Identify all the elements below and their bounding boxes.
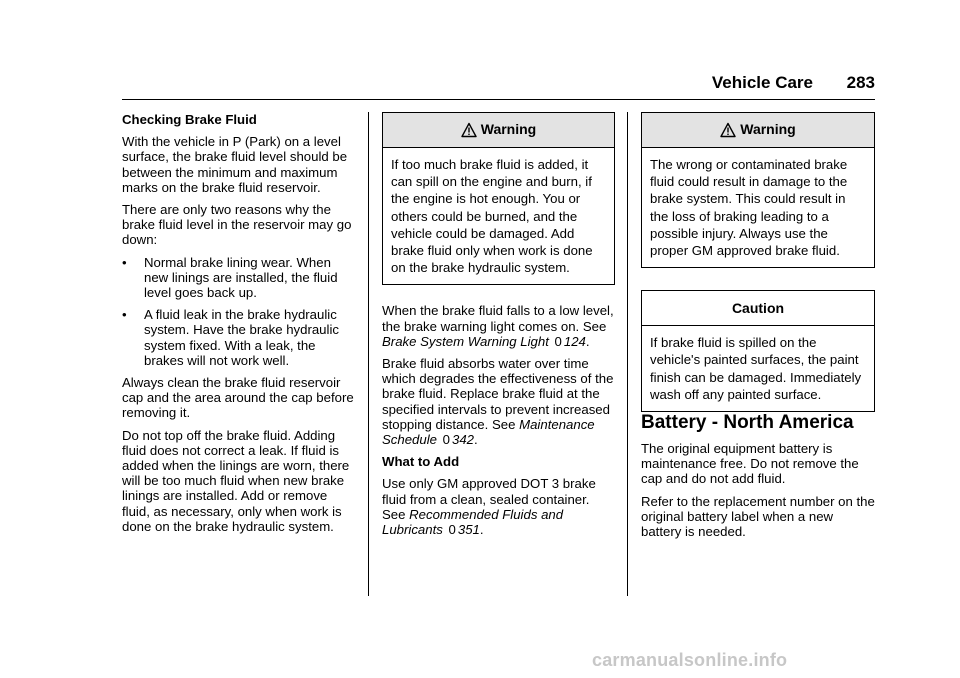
paragraph: There are only two reasons why the brake fluid level in the reservoir may go down: xyxy=(122,202,352,248)
column-left xyxy=(122,112,357,541)
column-divider xyxy=(368,112,369,596)
warning-triangle-icon xyxy=(461,122,477,138)
cross-reference-link[interactable]: Recommended Fluids and Lubricants xyxy=(382,506,564,538)
page-reference-icon: 0 xyxy=(442,432,451,448)
list-item-text: Normal brake lining wear. When new linings are installed, the fluid level goes back up. xyxy=(144,254,338,301)
section-title: Vehicle Care xyxy=(711,73,813,92)
watermark: carmanualsonline.info xyxy=(592,650,788,670)
punctuation: . xyxy=(474,432,478,448)
warning-label: Warning xyxy=(480,121,537,138)
list-item xyxy=(122,307,357,368)
punctuation: . xyxy=(479,522,484,538)
list-item-text: A fluid leak in the brake hydraulic system. Have the brake hydraulic system fixed. With a leak, the brakes will not work well. xyxy=(144,307,339,368)
bullet-marker: • xyxy=(122,307,127,323)
paragraph: With the vehicle in P (Park) on a level surface, the brake fluid level should be between the minimum and maximum marks on the brake fluid reservoir. xyxy=(122,134,348,195)
warning-text: If too much brake fluid is added, it can spill on the engine and burn, if the engine is hot enough. You or others could be burned, and the vehicle could be damaged. Add brake fluid only when work is done on the brake hydraulic system. xyxy=(391,157,593,276)
page-reference-number[interactable]: 124 xyxy=(563,333,586,349)
paragraph xyxy=(382,356,615,447)
caution-text: If brake fluid is spilled on the vehicle's painted surfaces, the paint finish can be damaged. Immediately wash off any painted surface. xyxy=(650,335,862,402)
punctuation: . xyxy=(585,333,590,349)
page-header xyxy=(122,70,875,100)
paragraph-text: When the brake fluid falls to a low level, the brake warning light comes on. See xyxy=(382,303,614,334)
warning-box xyxy=(382,112,615,285)
warning-box xyxy=(641,112,875,268)
paragraph-text: Brake fluid absorbs water over time which degrades the effectiveness of the brake fluid. Replace brake fluid at the specified intervals to prevent increased stopping distance. See xyxy=(382,356,614,432)
page-reference-number[interactable]: 351 xyxy=(457,522,480,538)
caution-box-header xyxy=(642,291,874,326)
column-divider xyxy=(627,112,628,596)
page-reference-icon: 0 xyxy=(554,333,562,349)
warning-box-header xyxy=(383,113,614,148)
list-item xyxy=(122,255,357,301)
paragraph: Always clean the brake fluid reservoir cap and the area around the cap before removing it. xyxy=(122,375,354,421)
warning-triangle-icon xyxy=(720,122,736,138)
warning-text: The wrong or contaminated brake fluid could result in damage to the brake system. This could result in the loss of braking leading to a possible injury. Always use the proper GM approved brake fluid. xyxy=(650,157,848,259)
caution-box xyxy=(641,290,875,412)
page-reference-number[interactable]: 342 xyxy=(452,432,475,448)
paragraph: Refer to the replacement number on the original battery label when a new battery is needed. xyxy=(641,493,875,540)
warning-label: Warning xyxy=(740,121,796,138)
cross-reference-link[interactable]: Maintenance Schedule xyxy=(382,416,595,448)
page-reference-icon: 0 xyxy=(448,522,456,538)
warning-box-header xyxy=(642,113,874,148)
subheading-what-to-add: What to Add xyxy=(382,454,460,470)
header-rule xyxy=(122,99,875,100)
paragraph xyxy=(382,303,615,349)
caution-label: Caution xyxy=(731,299,785,316)
bullet-marker: • xyxy=(122,254,127,270)
paragraph: The original equipment battery is maintenance free. Do not remove the cap and do not add fluid. xyxy=(641,441,859,487)
paragraph: Do not top off the brake fluid. Adding fluid does not correct a leak. If fluid is added when the linings are worn, there will be too much fluid when new brake linings are installed. Add or remove fluid, as necessary, only when work is done on the brake hydraulic system. xyxy=(122,427,350,534)
column-right xyxy=(641,112,875,546)
section-heading-battery: Battery - North America xyxy=(641,412,854,434)
paragraph xyxy=(382,476,615,537)
page-number: 283 xyxy=(846,73,875,92)
paragraph-text: Use only GM approved DOT 3 brake fluid from a clean, sealed container. See xyxy=(382,476,596,522)
column-middle xyxy=(382,112,615,544)
subheading-checking-brake-fluid: Checking Brake Fluid xyxy=(122,112,257,127)
cross-reference-link[interactable]: Brake System Warning Light xyxy=(382,333,549,349)
